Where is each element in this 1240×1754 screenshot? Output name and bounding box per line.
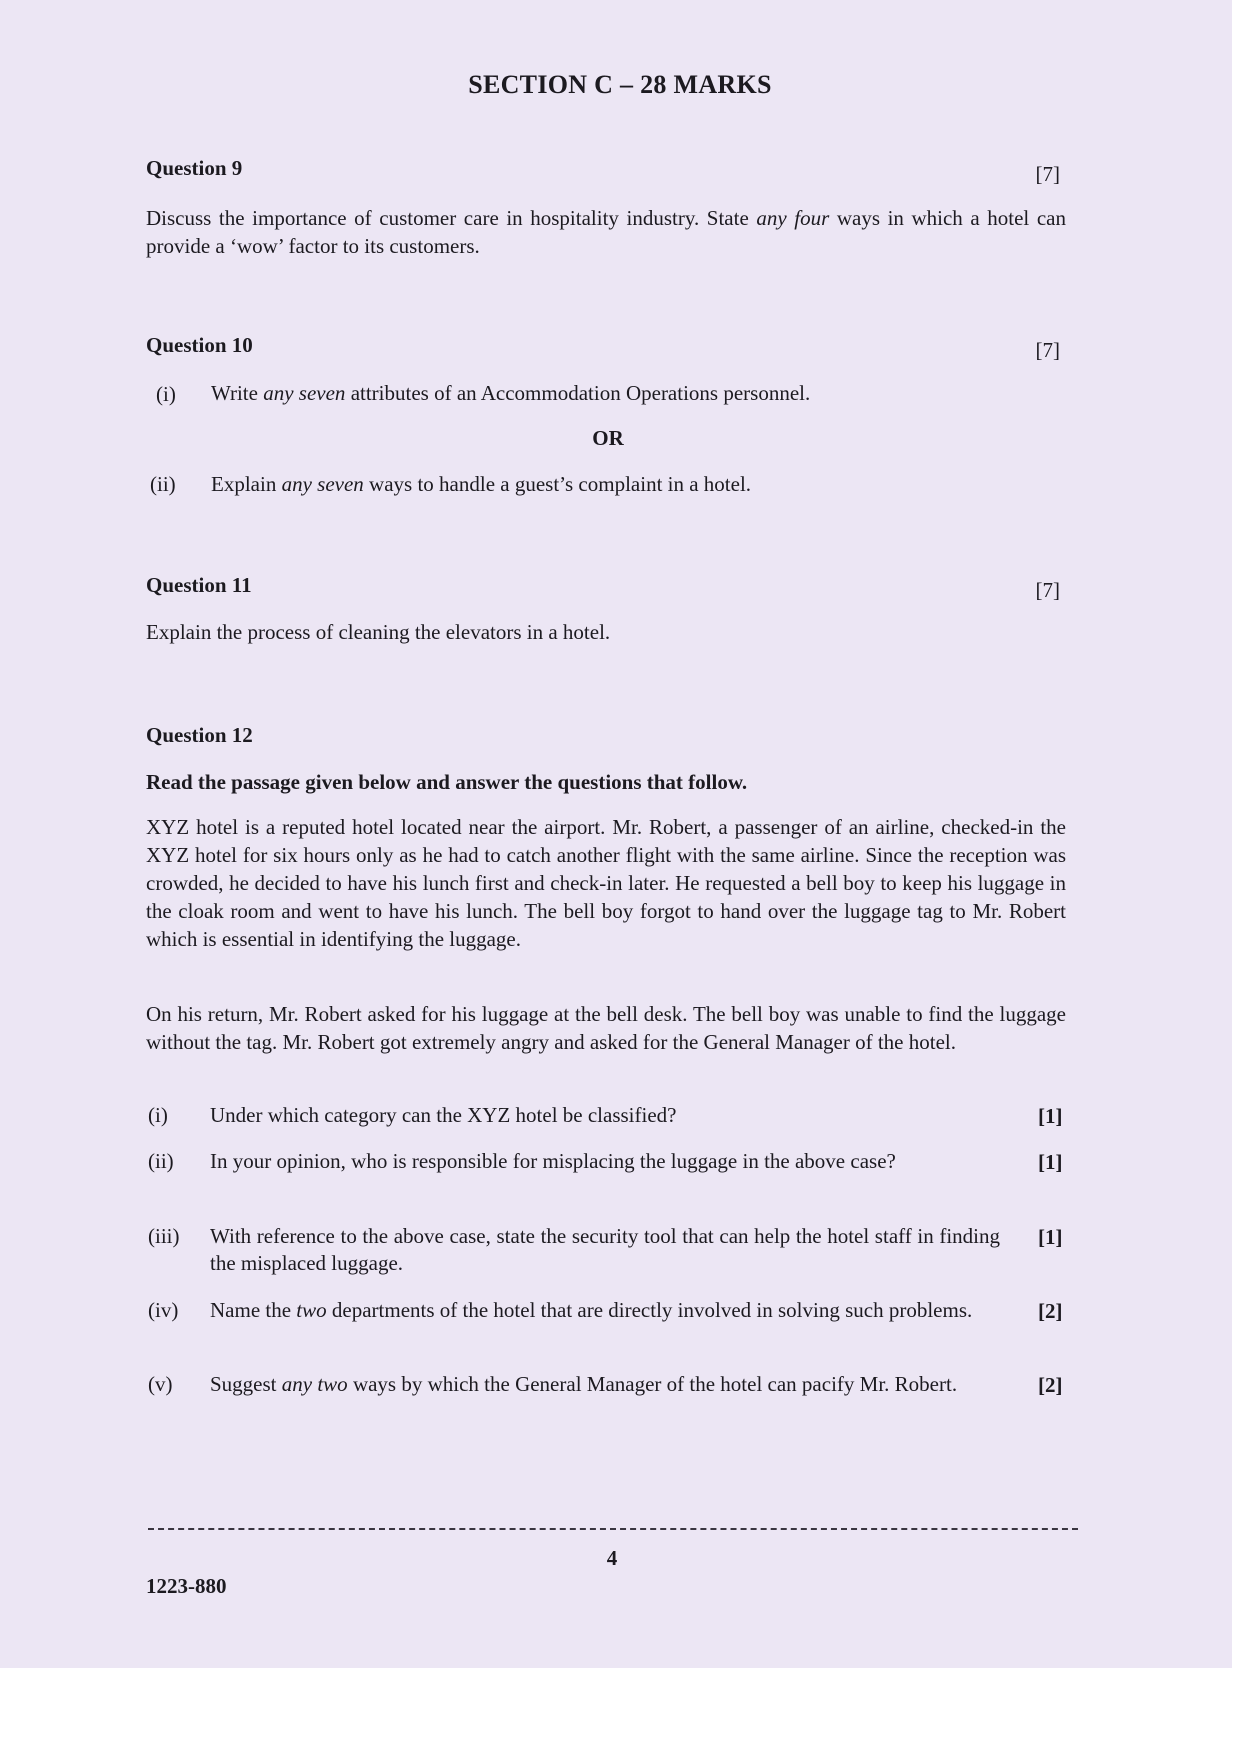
- question-11-title: Question 11: [146, 573, 252, 597]
- question-10-i-text: Write any seven attributes of an Accommodation Operations personnel.: [211, 381, 811, 405]
- sub-question-number: (iii): [148, 1224, 180, 1248]
- question-9-title: Question 9: [146, 156, 243, 180]
- sub-question-marks: [1]: [1038, 1104, 1063, 1128]
- or-label: OR: [592, 426, 624, 450]
- sub-question-text: Under which category can the XYZ hotel be classified?: [210, 1103, 677, 1127]
- paper-code: 1223-880: [146, 1574, 227, 1598]
- footer-divider: [148, 1528, 1078, 1530]
- question-11-text: Explain the process of cleaning the elevators in a hotel.: [146, 620, 611, 644]
- question-9-text: Discuss the importance of customer care in hospitality industry. State any four ways in which a hotel can provide a ‘wow’ factor to its customers.: [146, 206, 1066, 258]
- question-12-passage-2: On his return, Mr. Robert asked for his luggage at the bell desk. The bell boy was unable to find the luggage without the tag. Mr. Robert got extremely angry and asked for the General Manager of the hotel.: [146, 1002, 1066, 1054]
- sub-question-text: Name the two departments of the hotel that are directly involved in solving such problems.: [210, 1298, 973, 1322]
- question-10-ii-text: Explain any seven ways to handle a guest’s complaint in a hotel.: [211, 472, 752, 496]
- sub-question-number: (v): [148, 1372, 173, 1396]
- question-12-title: Question 12: [146, 723, 253, 747]
- question-10-title: Question 10: [146, 333, 253, 357]
- question-11-marks: [7]: [1035, 578, 1060, 602]
- sub-question-text: Suggest any two ways by which the General Manager of the hotel can pacify Mr. Robert.: [210, 1372, 958, 1396]
- question-9-marks: [7]: [1035, 162, 1060, 186]
- sub-question-marks: [1]: [1038, 1225, 1063, 1249]
- section-title: SECTION C – 28 MARKS: [468, 70, 772, 99]
- question-10-marks: [7]: [1035, 338, 1060, 362]
- question-10-ii-number: (ii): [150, 472, 176, 496]
- sub-question-marks: [2]: [1038, 1299, 1063, 1323]
- sub-question-number: (iv): [148, 1298, 179, 1322]
- sub-question-marks: [2]: [1038, 1373, 1063, 1397]
- sub-question-number: (i): [148, 1103, 168, 1127]
- sub-question-text: In your opinion, who is responsible for misplacing the luggage in the above case?: [210, 1149, 896, 1173]
- page-number: 4: [606, 1546, 618, 1570]
- question-12-instruction: Read the passage given below and answer the questions that follow.: [146, 770, 748, 794]
- question-10-i-number: (i): [156, 382, 176, 406]
- sub-question-number: (ii): [148, 1149, 174, 1173]
- sub-question-marks: [1]: [1038, 1150, 1063, 1174]
- sub-question-text: With reference to the above case, state the security tool that can help the hotel staff in finding the misplaced luggage.: [210, 1224, 1000, 1275]
- question-12-passage-1: XYZ hotel is a reputed hotel located near the airport. Mr. Robert, a passenger of an airline, checked-in the XYZ hotel for six hours only as he had to catch another flight with the same airline. Since the reception was crowded, he decided to have his lunch first and check-in later. He requested a bell boy to keep his luggage in the cloak room and went to have his lunch. The bell boy forgot to hand over the luggage tag to Mr. Robert which is essential in identifying the luggage.: [146, 815, 1066, 951]
